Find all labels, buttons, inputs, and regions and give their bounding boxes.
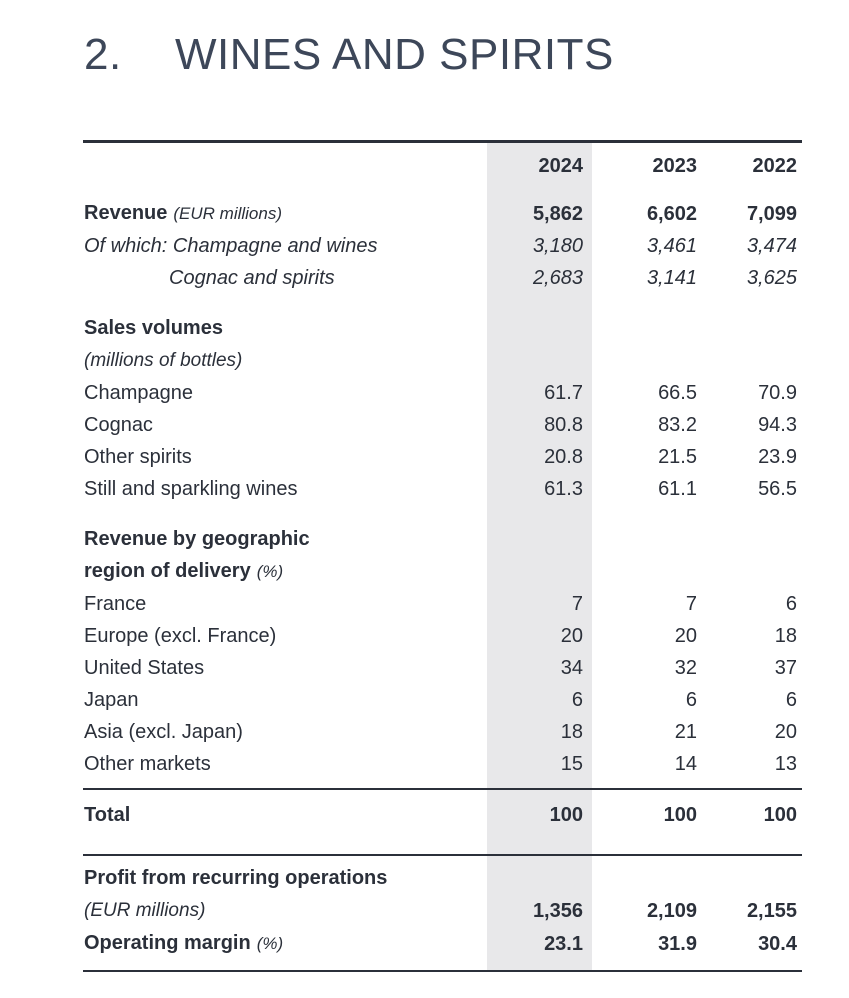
row-label — [83, 441, 487, 473]
table-row-united-states — [83, 652, 802, 684]
row-label-text: Cognac — [84, 414, 153, 436]
row-label — [83, 684, 487, 716]
row-label-text: Other spirits — [84, 446, 192, 468]
row-label-text: (EUR millions) — [84, 900, 206, 921]
value-cell: 3,141 — [646, 267, 697, 289]
row-label-text: region of delivery — [84, 560, 251, 582]
value-cell — [592, 344, 702, 377]
value-cell — [592, 294, 702, 344]
value-cell — [592, 555, 702, 588]
row-label-text: Total — [84, 804, 131, 826]
value-cell: 100 — [487, 788, 592, 854]
table-header-row — [83, 140, 802, 197]
value-cell: 18 — [774, 625, 797, 647]
row-label-text: Asia (excl. Japan) — [84, 721, 243, 743]
value-cell: 14 — [674, 753, 697, 775]
row-label-text: Of which: Champagne and wines — [84, 235, 378, 257]
row-unit-text: (%) — [256, 934, 284, 953]
value-cell: 94.3 — [758, 414, 797, 436]
row-label-text: Japan — [84, 689, 139, 711]
value-cell: 21.5 — [658, 446, 697, 468]
value-cell: 20 — [674, 625, 697, 647]
table-row-france — [83, 588, 802, 620]
value-cell — [702, 854, 802, 894]
value-cell: 6,602 — [646, 203, 697, 225]
row-label-text: Revenue by geographic — [84, 528, 310, 550]
value-cell: 15 — [487, 748, 592, 788]
value-cell: 20 — [774, 721, 797, 743]
row-label-text: Profit from recurring operations — [84, 867, 388, 889]
table-row-millions-of-bottles — [83, 344, 802, 377]
row-label — [83, 294, 487, 344]
row-label — [83, 344, 487, 377]
value-cell: 83.2 — [658, 414, 697, 436]
row-label — [83, 788, 487, 854]
table-row-champagne-and-wines — [83, 230, 802, 262]
value-cell: 5,862 — [487, 197, 592, 230]
value-cell: 61.1 — [658, 478, 697, 500]
value-cell — [487, 854, 592, 894]
row-label — [83, 230, 487, 262]
table-row-japan — [83, 684, 802, 716]
value-cell — [592, 505, 702, 555]
value-cell: 31.9 — [592, 927, 702, 972]
row-label — [83, 409, 487, 441]
table-row-region-of-delivery — [83, 555, 802, 588]
row-label-text: Champagne — [84, 382, 193, 404]
row-label — [83, 473, 487, 505]
row-label-text: Cognac and spirits — [169, 267, 335, 289]
row-label — [83, 555, 487, 588]
table-row-revenue — [83, 197, 802, 230]
value-cell: 3,180 — [487, 230, 592, 262]
value-cell — [487, 294, 592, 344]
row-label-text: Revenue — [84, 202, 168, 224]
table-row-operating-margin — [83, 927, 802, 972]
row-label — [83, 262, 487, 294]
value-cell: 7,099 — [746, 203, 797, 225]
row-label — [83, 197, 487, 230]
row-label-text: (millions of bottles) — [84, 350, 243, 371]
row-label-text: Sales volumes — [84, 317, 223, 339]
value-cell: 21 — [674, 721, 697, 743]
table-row-revenue-by-geographic — [83, 505, 802, 555]
value-cell: 70.9 — [758, 382, 797, 404]
value-cell: 61.7 — [487, 377, 592, 409]
table-row-cognac — [83, 409, 802, 441]
row-label — [83, 505, 487, 555]
section-number: 2. — [84, 30, 122, 79]
value-cell: 2,109 — [646, 900, 697, 922]
value-cell: 6 — [785, 593, 797, 615]
row-label — [83, 894, 487, 927]
row-label — [83, 854, 487, 894]
value-cell: 80.8 — [487, 409, 592, 441]
value-cell: 61.3 — [487, 473, 592, 505]
table-row-still-and-sparkling-wines — [83, 473, 802, 505]
value-cell: 20.8 — [487, 441, 592, 473]
value-cell — [702, 555, 802, 588]
value-cell: 32 — [674, 657, 697, 679]
row-label — [83, 716, 487, 748]
value-cell: 23.1 — [487, 927, 592, 972]
section-title — [84, 32, 614, 78]
value-cell: 1,356 — [487, 894, 592, 927]
row-label — [83, 620, 487, 652]
value-cell: 34 — [487, 652, 592, 684]
row-label — [83, 652, 487, 684]
value-cell: 18 — [487, 716, 592, 748]
table-row-profit-eur-millions — [83, 894, 802, 927]
row-label — [83, 588, 487, 620]
table-row-profit-from-recurring-operations — [83, 854, 802, 894]
value-cell: 2,683 — [487, 262, 592, 294]
value-cell — [702, 505, 802, 555]
table-row-champagne — [83, 377, 802, 409]
value-cell: 37 — [774, 657, 797, 679]
value-cell: 20 — [487, 620, 592, 652]
row-label-text: Operating margin — [84, 932, 251, 954]
table-row-cognac-and-spirits — [83, 262, 802, 294]
value-cell: 3,461 — [646, 235, 697, 257]
row-unit-text: (%) — [256, 562, 284, 581]
value-cell: 7 — [487, 588, 592, 620]
table-row-sales-volumes-header — [83, 294, 802, 344]
row-label-text: Other markets — [84, 753, 211, 775]
value-cell: 30.4 — [702, 927, 802, 972]
table-row-other-spirits — [83, 441, 802, 473]
table-row-europe-excl-france — [83, 620, 802, 652]
row-label-text: Europe (excl. France) — [84, 625, 277, 647]
value-cell: 3,474 — [746, 235, 797, 257]
value-cell: 6 — [685, 689, 697, 711]
value-cell — [702, 344, 802, 377]
value-cell: 13 — [774, 753, 797, 775]
row-label-text: United States — [84, 657, 205, 679]
row-unit-text: (EUR millions) — [173, 204, 282, 223]
value-cell: 2,155 — [746, 900, 797, 922]
value-cell: 100 — [702, 788, 802, 854]
value-cell: 66.5 — [658, 382, 697, 404]
row-label — [83, 377, 487, 409]
row-label-text: France — [84, 593, 147, 615]
value-cell: 6 — [785, 689, 797, 711]
row-label — [83, 748, 487, 788]
wines-and-spirits-table — [83, 140, 802, 972]
value-cell: 56.5 — [758, 478, 797, 500]
value-cell — [702, 294, 802, 344]
column-header-2023: 2023 — [592, 140, 702, 197]
value-cell: 23.9 — [758, 446, 797, 468]
column-header-2024: 2024 — [487, 140, 592, 197]
table-row-other-markets — [83, 748, 802, 788]
value-cell: 6 — [487, 684, 592, 716]
column-header-2022: 2022 — [702, 140, 802, 197]
value-cell: 100 — [592, 788, 702, 854]
header-spacer-cell — [83, 140, 487, 197]
value-cell — [487, 555, 592, 588]
table-row-asia-excl-japan — [83, 716, 802, 748]
page-title: WINES AND SPIRITS — [175, 30, 614, 79]
value-cell — [487, 505, 592, 555]
value-cell: 3,625 — [746, 267, 797, 289]
value-cell: 7 — [685, 593, 697, 615]
value-cell — [487, 344, 592, 377]
row-label-text: Still and sparkling wines — [84, 478, 298, 500]
table-row-total — [83, 788, 802, 854]
value-cell — [592, 854, 702, 894]
row-label — [83, 927, 487, 972]
